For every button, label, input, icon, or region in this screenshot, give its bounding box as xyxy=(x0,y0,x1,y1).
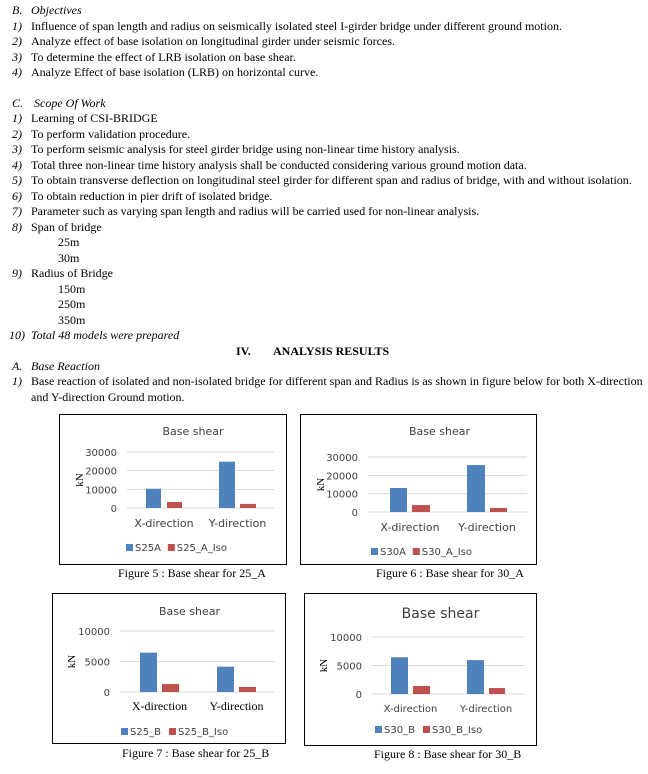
figure-6-caption: Figure 6 : Base shear for 30_A xyxy=(376,566,524,580)
chart-title: Base shear xyxy=(401,606,480,622)
item-number: 3) xyxy=(12,50,22,64)
item-text: Span of bridge xyxy=(31,220,102,234)
radius-250m: 250m xyxy=(58,297,86,311)
y-tick-label: 20000 xyxy=(85,466,117,478)
item-text: Radius of Bridge xyxy=(31,266,113,280)
y-tick-label: 30000 xyxy=(85,448,117,459)
y-axis-label: kN xyxy=(315,477,327,492)
item-text: To obtain reduction in pier drift of isolated bridge. xyxy=(31,189,273,203)
y-tick-label: 0 xyxy=(110,504,117,515)
item-number: 9) xyxy=(12,266,22,280)
y-tick-label: 5000 xyxy=(84,657,110,669)
legend-label: S30_B_Iso xyxy=(432,725,483,736)
figure-7-caption: Figure 7 : Base shear for 25_B xyxy=(122,746,270,760)
figure-8-caption: Figure 8 : Base shear for 30_B xyxy=(374,747,522,761)
item-number: 3) xyxy=(12,142,22,156)
bar-s25-b-iso-x-direction xyxy=(162,684,179,692)
item-number: 5) xyxy=(12,173,22,187)
chart-title: Base shear xyxy=(158,605,221,618)
item-text: Analyze effect of base isolation on longitudinal girder under seismic forces. xyxy=(31,34,395,48)
chart-svg xyxy=(301,415,538,566)
legend-label: S25_A_Iso xyxy=(176,543,228,554)
bar-s30-b-iso-y-direction xyxy=(489,688,505,694)
item-text: To perform validation procedure. xyxy=(31,127,191,141)
chart-figure-6 xyxy=(300,414,537,565)
bar-s25a-x-direction xyxy=(146,489,161,508)
item-number: 7) xyxy=(12,204,22,218)
scope-marker: C. xyxy=(12,96,24,110)
bar-s30a-y-direction xyxy=(467,465,485,512)
bar-s30-a-iso-x-direction xyxy=(412,505,430,512)
item-number: 4) xyxy=(12,158,22,172)
y-axis-label: kN xyxy=(74,473,86,487)
legend-swatch xyxy=(168,544,175,551)
legend-label: S25_B xyxy=(130,727,161,738)
bar-s25-a-iso-x-direction xyxy=(167,502,182,508)
bar-s30-a-iso-y-direction xyxy=(490,508,507,512)
y-tick-label: 10000 xyxy=(78,627,110,638)
scope-title: Scope Of Work xyxy=(34,96,106,110)
legend-swatch xyxy=(371,548,378,555)
radius-350m: 350m xyxy=(58,313,86,327)
y-tick-label: 0 xyxy=(103,688,110,699)
bar-s25a-y-direction xyxy=(219,462,235,508)
item-text: To perform seismic analysis for steel girder bridge using non-linear time history analysis. xyxy=(31,142,460,156)
chart-figure-7 xyxy=(52,593,286,744)
paragraph-line: Base reaction of isolated and non-isolated bridge for different span and Radius is as shown in figure below for both X-direction xyxy=(31,374,643,388)
item-number: 6) xyxy=(12,189,22,203)
bar-s25-b-iso-y-direction xyxy=(239,687,256,692)
y-tick-label: 10000 xyxy=(326,489,358,501)
item-number: 1) xyxy=(12,19,22,33)
span-30m: 30m xyxy=(58,251,80,265)
span-25m: 25m xyxy=(58,235,80,249)
item-number: 10) xyxy=(9,328,25,342)
chart-svg xyxy=(305,594,538,747)
item-number: 4) xyxy=(12,65,22,79)
bar-s25-a-iso-y-direction xyxy=(240,504,256,508)
chart-svg xyxy=(53,594,287,745)
item-text: Parameter such as varying span length and radius will be carried used for non-linear analysis. xyxy=(31,204,480,218)
y-tick-label: 10000 xyxy=(85,485,117,497)
y-tick-label: 5000 xyxy=(336,661,362,673)
x-category-label: X-direction xyxy=(383,704,438,715)
chart-title: Base shear xyxy=(408,425,471,438)
item-text: Influence of span length and radius on seismically isolated steel I-girder bridge under different ground motion. xyxy=(31,19,562,33)
x-category-label: X-direction xyxy=(134,517,194,530)
chart-svg xyxy=(60,415,288,566)
legend-swatch xyxy=(126,544,133,551)
bar-s30-b-iso-x-direction xyxy=(413,686,430,694)
objectives-marker: B. xyxy=(12,3,23,17)
item-number: 2) xyxy=(12,127,22,141)
item-text: Total 48 models were prepared xyxy=(31,328,180,342)
legend-swatch xyxy=(169,728,176,735)
figure-5-caption: Figure 5 : Base shear for 25_A xyxy=(118,566,266,580)
legend-swatch xyxy=(121,728,128,735)
legend-label: S30_B xyxy=(384,725,415,736)
paragraph-line: and Y-direction Ground motion. xyxy=(31,390,185,404)
x-category-label: Y-direction xyxy=(458,521,516,534)
chart-figure-5 xyxy=(59,414,287,565)
radius-150m: 150m xyxy=(58,282,86,296)
item-text: To determine the effect of LRB isolation on base shear. xyxy=(31,50,296,64)
legend-label: S30A xyxy=(380,547,406,558)
x-category-label: X-direction xyxy=(131,699,188,713)
x-category-label: X-direction xyxy=(380,521,440,534)
x-category-label: Y-direction xyxy=(209,699,264,713)
bar-s25-b-y-direction xyxy=(217,667,234,692)
bar-s30a-x-direction xyxy=(390,488,407,512)
item-text: To obtain transverse deflection on longitudinal steel girder for different span and radius of bridge, with and without isolation. xyxy=(31,173,632,187)
bar-s30-b-x-direction xyxy=(391,657,408,694)
legend-label: S25A xyxy=(135,543,161,554)
y-tick-label: 0 xyxy=(351,508,358,519)
y-axis-label: kN xyxy=(318,658,330,673)
item-text: Total three non-linear time history analysis shall be conducted considering various ground motion data. xyxy=(31,158,527,172)
legend-swatch xyxy=(375,726,382,733)
legend-label: S25_B_Iso xyxy=(178,727,229,738)
chart-figure-8 xyxy=(304,593,537,746)
legend-label: S30_A_Iso xyxy=(421,547,473,558)
x-category-label: Y-direction xyxy=(208,517,267,530)
x-category-label: Y-direction xyxy=(459,704,513,715)
item-text: Analyze Effect of base isolation (LRB) on horizontal curve. xyxy=(31,65,319,79)
legend-swatch xyxy=(423,726,430,733)
legend-swatch xyxy=(413,548,420,555)
y-tick-label: 20000 xyxy=(326,471,358,483)
section-number: IV. xyxy=(236,344,251,358)
item-number: 1) xyxy=(12,374,22,388)
y-tick-label: 10000 xyxy=(330,633,362,644)
y-tick-label: 30000 xyxy=(326,453,358,464)
objectives-title: Objectives xyxy=(31,3,82,17)
y-tick-label: 0 xyxy=(355,690,362,701)
chart-title: Base shear xyxy=(162,425,224,438)
item-text: Learning of CSI-BRIDGE xyxy=(31,111,158,125)
bar-s25-b-x-direction xyxy=(140,653,157,692)
item-number: 8) xyxy=(12,220,22,234)
item-number: 2) xyxy=(12,34,22,48)
base-reaction-title: Base Reaction xyxy=(31,359,100,373)
section-title: ANALYSIS RESULTS xyxy=(273,344,390,358)
bar-s30-b-y-direction xyxy=(467,660,484,694)
y-axis-label: kN xyxy=(66,654,78,669)
base-reaction-marker: A. xyxy=(12,359,23,373)
item-number: 1) xyxy=(12,111,22,125)
